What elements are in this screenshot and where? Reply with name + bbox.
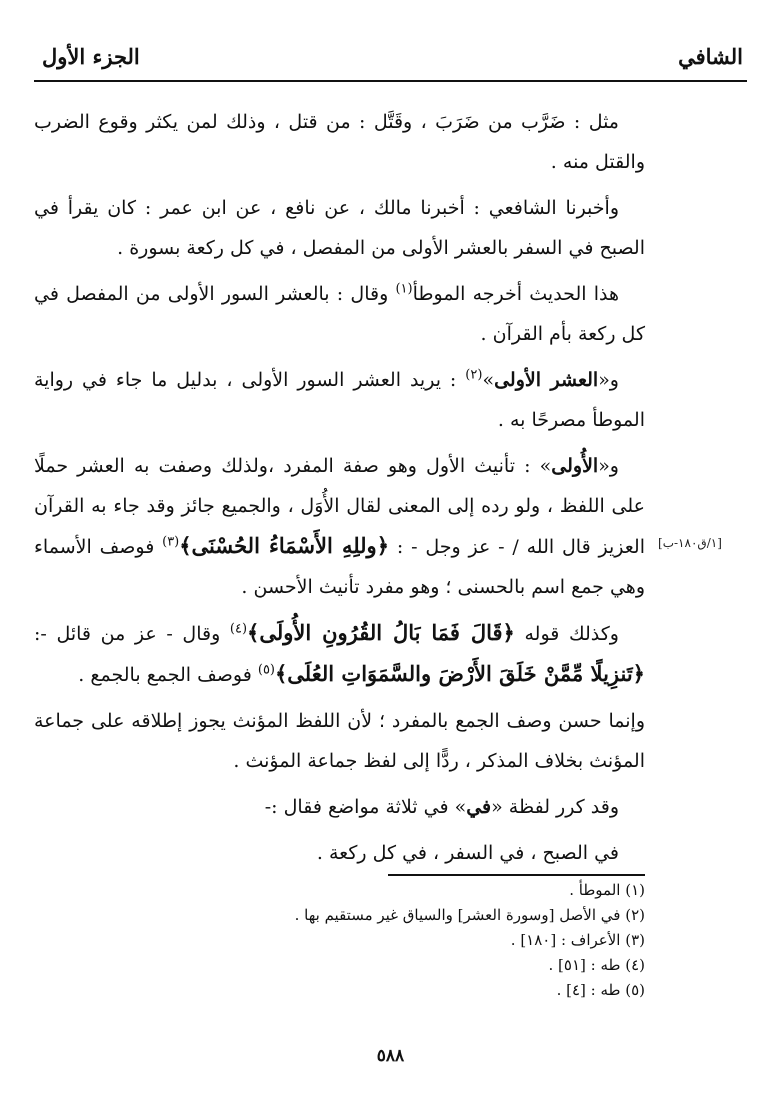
text-run: وأخبرنا الشافعي : أخبرنا مالك ، عن نافع ، عن ابن عمر : كان يقرأ في الصبح في السفر بالعشر الأولى من المفصل ، في كل ركعة بسورة . — [34, 197, 645, 259]
text-run: : يريد العشر السور الأولى ، بدليل ما جاء في رواية الموطأ مصرحًا به . — [34, 369, 645, 431]
footnote: (٣) الأعراف : [١٨٠] . — [510, 931, 645, 949]
footnote-rule — [388, 874, 645, 876]
header-rule — [34, 80, 747, 82]
bold-term: في — [466, 796, 492, 818]
text-run: وقد كرر لفظة « — [491, 796, 619, 818]
paragraph — [34, 787, 645, 827]
text-run: » — [482, 369, 495, 391]
book-title: الشافي — [678, 44, 743, 69]
text-run: » : تأنيث الأول وهو صفة المفرد ،ولذلك وصفت به العشر حملًا على اللفظ ، ولو رده إلى المعنى لقال الأُوَل ، والجميع جائز وقد جاء به القرآن العزيز قال الله / - عز وجل - : — [34, 455, 645, 558]
text-run: مثل : ضَرَّب من ضَرَبَ ، وقَتَّل : من قتل ، وذلك لمن يكثر وقوع الضرب والقتل منه . — [34, 111, 645, 173]
paragraph — [34, 274, 645, 354]
text-run: وإنما حسن وصف الجمع بالمفرد ؛ لأن اللفظ المؤنث يجوز إطلاقه على جماعة المؤنث بخلاف المذكر ، ردًّا إلى لفظ جماعة المؤنث . — [34, 710, 645, 772]
quran-quote: ﴿قَالَ فَمَا بَالُ القُرُونِ الأُولَى﴾ — [247, 620, 515, 645]
footnote-ref: (٣) — [162, 534, 180, 550]
text-run: وكذلك قوله — [514, 623, 619, 645]
footnote-ref: (٥) — [257, 662, 275, 678]
text-run: فوصف الأسماء وهي جمع اسم بالحسنى ؛ وهو مفرد تأنيث الأحسن . — [34, 536, 645, 598]
manuscript-folio-ref: [١/ق١٨٠-ب] — [658, 536, 722, 550]
page-number: ٥٨٨ — [376, 1046, 405, 1066]
paragraph — [34, 701, 645, 781]
text-run: » في ثلاثة مواضع فقال :- — [264, 796, 467, 818]
text-run: هذا الحديث أخرجه الموطأ — [412, 283, 619, 305]
text-run: و« — [598, 369, 619, 391]
paragraph — [34, 360, 645, 440]
footnote: (٤) طه : [٥١] . — [548, 956, 645, 974]
footnote: (٢) في الأصل [وسورة العشر] والسياق غير مستقيم بها . — [294, 906, 645, 924]
running-header — [34, 40, 747, 80]
paragraph — [34, 188, 645, 268]
footnote-ref: (٤) — [229, 621, 248, 637]
text-run: فوصف الجمع بالجمع . — [78, 664, 258, 686]
bold-term: العشر الأولى — [494, 369, 599, 391]
paragraph — [34, 102, 645, 182]
volume-label: الجزء الأول — [42, 44, 140, 69]
quran-quote: ﴿وللِهِ الأَسْمَاءُ الحُسْنَى﴾ — [179, 533, 390, 558]
footnote: (٥) طه : [٤] . — [556, 981, 645, 999]
footnotes — [34, 878, 645, 1003]
quran-quote: ﴿تَنزِيلًا مِّمَّنْ خَلَقَ الأَرْضَ والسَّمَوَاتِ العُلَى﴾ — [275, 661, 645, 686]
footnote-ref: (١) — [395, 281, 413, 297]
text-run: في الصبح ، في السفر ، في كل ركعة . — [316, 842, 619, 864]
paragraph — [34, 613, 645, 695]
main-text — [34, 102, 645, 879]
text-run: وقال - عز من قائل -: — [34, 623, 230, 645]
paragraph — [34, 833, 645, 873]
text-run: و« — [598, 455, 619, 477]
bold-term: الأُولى — [551, 455, 599, 477]
footnote-ref: (٢) — [465, 367, 483, 383]
footnote: (١) الموطأ . — [569, 881, 645, 899]
text-run: وقال : بالعشر السور الأولى من المفصل في كل ركعة بأم القرآن . — [34, 283, 645, 345]
paragraph — [34, 446, 645, 607]
